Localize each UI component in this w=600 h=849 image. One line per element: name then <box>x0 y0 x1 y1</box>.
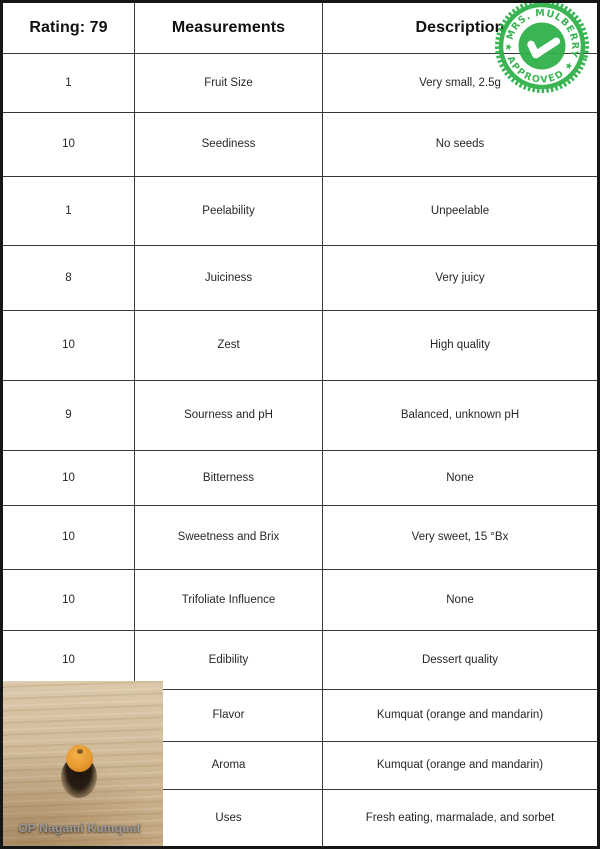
header-description: Description <box>323 3 597 54</box>
description-cell: Very small, 2.5g <box>323 54 597 113</box>
measurement-cell: Fruit Size <box>135 54 323 113</box>
description-cell: High quality <box>323 311 597 381</box>
description-cell: Very sweet, 15 °Bx <box>323 506 597 570</box>
measurement-cell: Trifoliate Influence <box>135 570 323 631</box>
rating-cell: 10 <box>3 113 135 177</box>
rating-cell: 10 <box>3 451 135 506</box>
measurement-cell: Sourness and pH <box>135 381 323 451</box>
description-cell: Very juicy <box>323 246 597 311</box>
rating-cell: 1 <box>3 54 135 113</box>
description-cell: None <box>323 451 597 506</box>
description-cell: Kumquat (orange and mandarin) <box>323 690 597 742</box>
kumquat-photo <box>0 681 163 849</box>
measurement-cell: Bitterness <box>135 451 323 506</box>
rating-cell: 1 <box>3 177 135 246</box>
measurement-cell: Uses <box>135 790 323 846</box>
measurement-cell: Aroma <box>135 742 323 790</box>
measurement-cell: Zest <box>135 311 323 381</box>
stamp-top-text: MRS. MULBERRY <box>504 7 581 60</box>
header-measurements: Measurements <box>135 3 323 54</box>
description-cell: Unpeelable <box>323 177 597 246</box>
description-cell: Balanced, unknown pH <box>323 381 597 451</box>
description-cell: No seeds <box>323 113 597 177</box>
description-cell: Fresh eating, marmalade, and sorbet <box>365 811 555 824</box>
rating-cell: 8 <box>3 246 135 311</box>
header-rating: Rating: 79 <box>3 3 135 54</box>
description-cell: Dessert quality <box>323 631 597 690</box>
description-cell: Kumquat (orange and mandarin) <box>323 742 597 790</box>
rating-cell: 10 <box>3 631 135 690</box>
kumquat-calyx <box>77 749 83 754</box>
measurement-cell: Flavor <box>135 690 323 742</box>
rating-cell: 10 <box>3 311 135 381</box>
measurement-cell: Peelability <box>135 177 323 246</box>
measurement-cell: Seediness <box>135 113 323 177</box>
measurement-cell: Sweetness and Brix <box>135 506 323 570</box>
description-cell: None <box>323 570 597 631</box>
rating-cell: 9 <box>3 381 135 451</box>
measurement-cell: Juiciness <box>135 246 323 311</box>
rating-cell: 10 <box>3 506 135 570</box>
approval-stamp-icon <box>490 0 594 98</box>
stamp-bottom-text: ★ APPROVED ★ <box>502 42 578 86</box>
rating-cell: 10 <box>3 570 135 631</box>
measurement-cell: Edibility <box>135 631 323 690</box>
photo-caption: OP Nagami Kumquat <box>18 821 141 835</box>
